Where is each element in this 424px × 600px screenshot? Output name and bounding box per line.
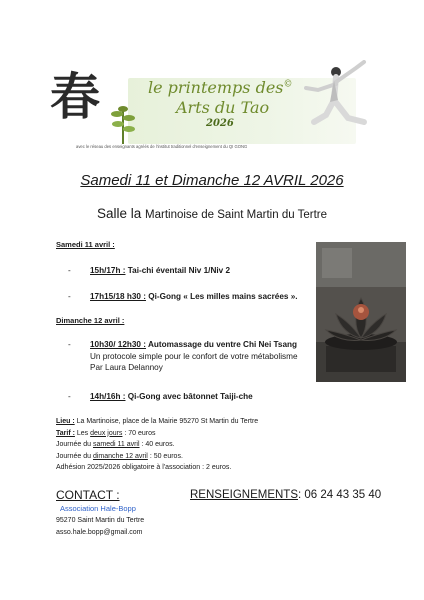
banner-tagline: avec le réseau des enseignants agréés de l'institut traditionnel d'enseignement du QI GONG — [76, 144, 248, 149]
tarif-value: : 70 euros — [124, 429, 156, 437]
item-instructor: Par Laura Delannoy — [90, 363, 163, 372]
item-time: 10h30/ 12h30 : — [90, 340, 146, 349]
contact-organization: Association Hale-Bopp — [60, 504, 136, 513]
item-dash: - — [68, 392, 71, 401]
contact-email: asso.hale.bopp@gmail.com — [56, 529, 143, 536]
renseignements-label: RENSEIGNEMENTS — [190, 489, 298, 501]
venue-name: Martinoise de Saint Martin du Tertre — [145, 209, 327, 221]
item-dash: - — [68, 340, 71, 349]
info-adhesion: Adhésion 2025/2026 obligatoire à l'association : 2 euros. — [56, 464, 232, 471]
tai-chi-dancer-icon — [296, 60, 368, 140]
venue-prefix: Salle la — [96, 206, 142, 221]
item-title: Automassage du ventre Chi Nei Tsang — [147, 340, 298, 349]
lotus-icon — [316, 242, 406, 382]
day2-value: : 50 euros. — [149, 452, 183, 460]
item-time: 14h/16h : — [90, 392, 126, 401]
tarif-prefix: Les — [76, 429, 89, 437]
lieu-value: La Martinoise, place de la Mairie 95270 St Martin du Tertre — [76, 418, 259, 425]
renseignements-phone — [190, 489, 381, 501]
event-banner — [46, 66, 358, 150]
day2-date: dimanche 12 avril — [92, 452, 148, 460]
item-time: 17h15/18 h30 : — [90, 292, 146, 301]
lotus-candle-photo — [316, 242, 406, 382]
day1-value: : 40 euros. — [141, 441, 175, 448]
banner-title-line1: le printemps des© — [148, 78, 293, 97]
item-title: Tai-chi éventail Niv 1/Niv 2 — [127, 266, 231, 275]
info-tarif — [56, 428, 258, 440]
tarif-days: deux jours — [90, 429, 123, 437]
day2-prefix: Journée du — [56, 452, 92, 460]
day1-prefix: Journée du — [56, 441, 92, 448]
banner-year: 2026 — [206, 118, 234, 129]
item-dash: - — [68, 292, 71, 301]
item-time: 15h/17h : — [90, 266, 126, 275]
item-description: Un protocole simple pour le confort de votre métabolisme — [90, 351, 298, 361]
item-title: Qi-Gong « Les milles mains sacrées ». — [148, 292, 298, 301]
info-lieu — [56, 416, 258, 428]
lieu-label: Lieu : — [56, 418, 75, 425]
event-dates-heading: Samedi 11 et Dimanche 12 AVRIL 2026 — [80, 172, 344, 189]
tarif-label: Tarif : — [56, 429, 75, 437]
phone-number: : 06 24 43 35 40 — [298, 489, 382, 501]
banner-title-line2: Arts du Tao — [176, 98, 270, 117]
contact-address: 95270 Saint Martin du Tertre — [56, 517, 145, 524]
sunday-label: Dimanche 12 avril : — [56, 316, 125, 325]
day1-date: samedi 11 avril — [92, 441, 140, 448]
contact-label: CONTACT : — [56, 488, 120, 502]
info-day2 — [56, 451, 258, 463]
item-dash: - — [68, 266, 71, 275]
bamboo-tree-icon — [108, 104, 138, 144]
spring-kanji-logo: 春 — [50, 67, 100, 126]
venue-heading — [0, 206, 424, 221]
practical-info — [56, 416, 258, 474]
item-title: Qi-Gong avec bâtonnet Taiji-che — [127, 392, 253, 401]
saturday-label: Samedi 11 avril : — [56, 240, 115, 249]
info-day1 — [56, 439, 258, 451]
